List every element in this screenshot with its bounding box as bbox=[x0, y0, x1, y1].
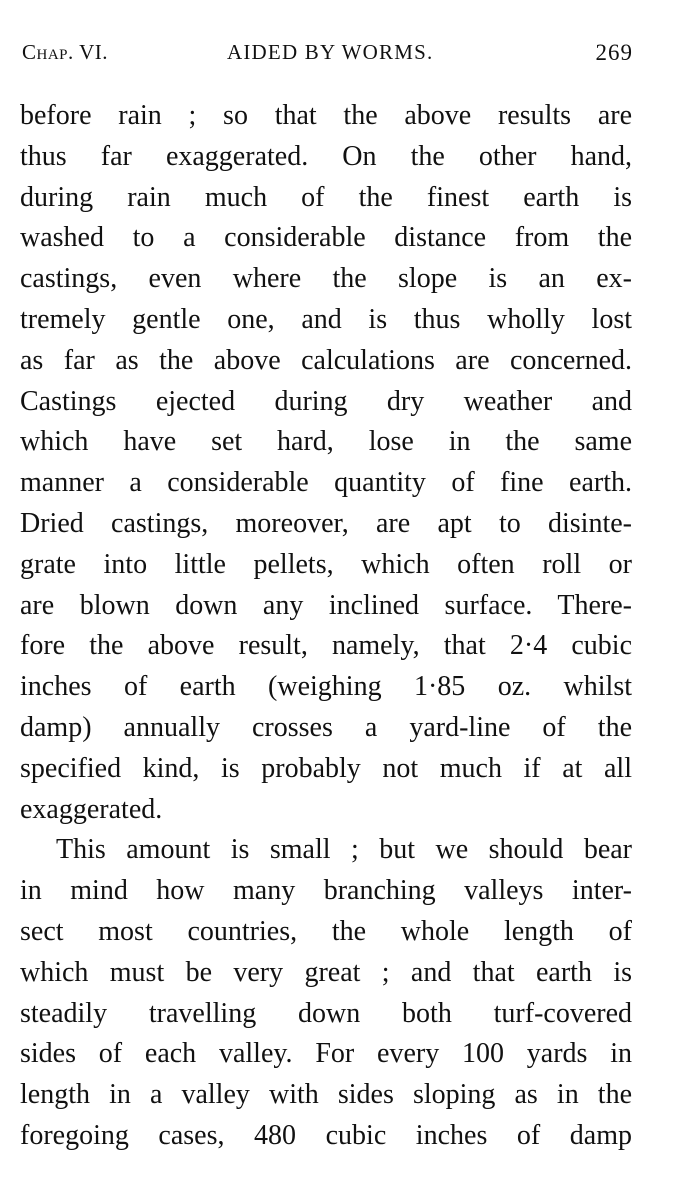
text-line: which must be very great ; and that earth is bbox=[20, 956, 632, 988]
text-line: fore the above result, namely, that 2·4 cubic bbox=[20, 630, 632, 662]
running-head bbox=[22, 40, 633, 74]
text-line: Castings ejected during dry weather and bbox=[20, 385, 632, 417]
text-line: length in a valley with sides sloping as in the bbox=[20, 1079, 632, 1111]
text-line: castings, even where the slope is an ex- bbox=[20, 263, 632, 295]
text-line: grate into little pellets, which often roll or bbox=[20, 548, 632, 580]
text-line: exaggerated. bbox=[20, 793, 163, 825]
text-line: which have set hard, lose in the same bbox=[20, 426, 632, 458]
text-line: sides of each valley. For every 100 yards in bbox=[20, 1038, 632, 1070]
text-line: steadily travelling down both turf-covered bbox=[20, 997, 632, 1029]
text-line: during rain much of the finest earth is bbox=[20, 181, 632, 213]
text-line: thus far exaggerated. On the other hand, bbox=[20, 140, 632, 172]
paragraph-2 bbox=[20, 830, 632, 1156]
text-line: are blown down any inclined surface. There- bbox=[20, 589, 632, 621]
chapter-label: Chap. VI. bbox=[22, 40, 109, 64]
text-line: This amount is small ; but we should bear bbox=[56, 834, 632, 866]
text-line: sect most countries, the whole length of bbox=[20, 915, 632, 947]
text-line: washed to a considerable distance from the bbox=[20, 222, 632, 254]
paragraph-1 bbox=[20, 96, 632, 830]
text-line: as far as the above calculations are concerned. bbox=[20, 344, 632, 376]
text-line: in mind how many branching valleys inter- bbox=[20, 875, 632, 907]
text-line: foregoing cases, 480 cubic inches of damp bbox=[20, 1119, 632, 1151]
page-number: 269 bbox=[595, 40, 633, 65]
body-text bbox=[20, 96, 632, 1157]
text-line: tremely gentle one, and is thus wholly lost bbox=[20, 303, 632, 335]
text-line: specified kind, is probably not much if at all bbox=[20, 752, 632, 784]
running-title: AIDED BY WORMS. bbox=[227, 40, 434, 64]
text-line: inches of earth (weighing 1·85 oz. whilst bbox=[20, 671, 632, 703]
text-line: Dried castings, moreover, are apt to disinte- bbox=[20, 507, 632, 539]
text-line: manner a considerable quantity of fine earth. bbox=[20, 467, 632, 499]
text-line: damp) annually crosses a yard-line of the bbox=[20, 711, 632, 743]
text-line: before rain ; so that the above results are bbox=[20, 100, 632, 131]
